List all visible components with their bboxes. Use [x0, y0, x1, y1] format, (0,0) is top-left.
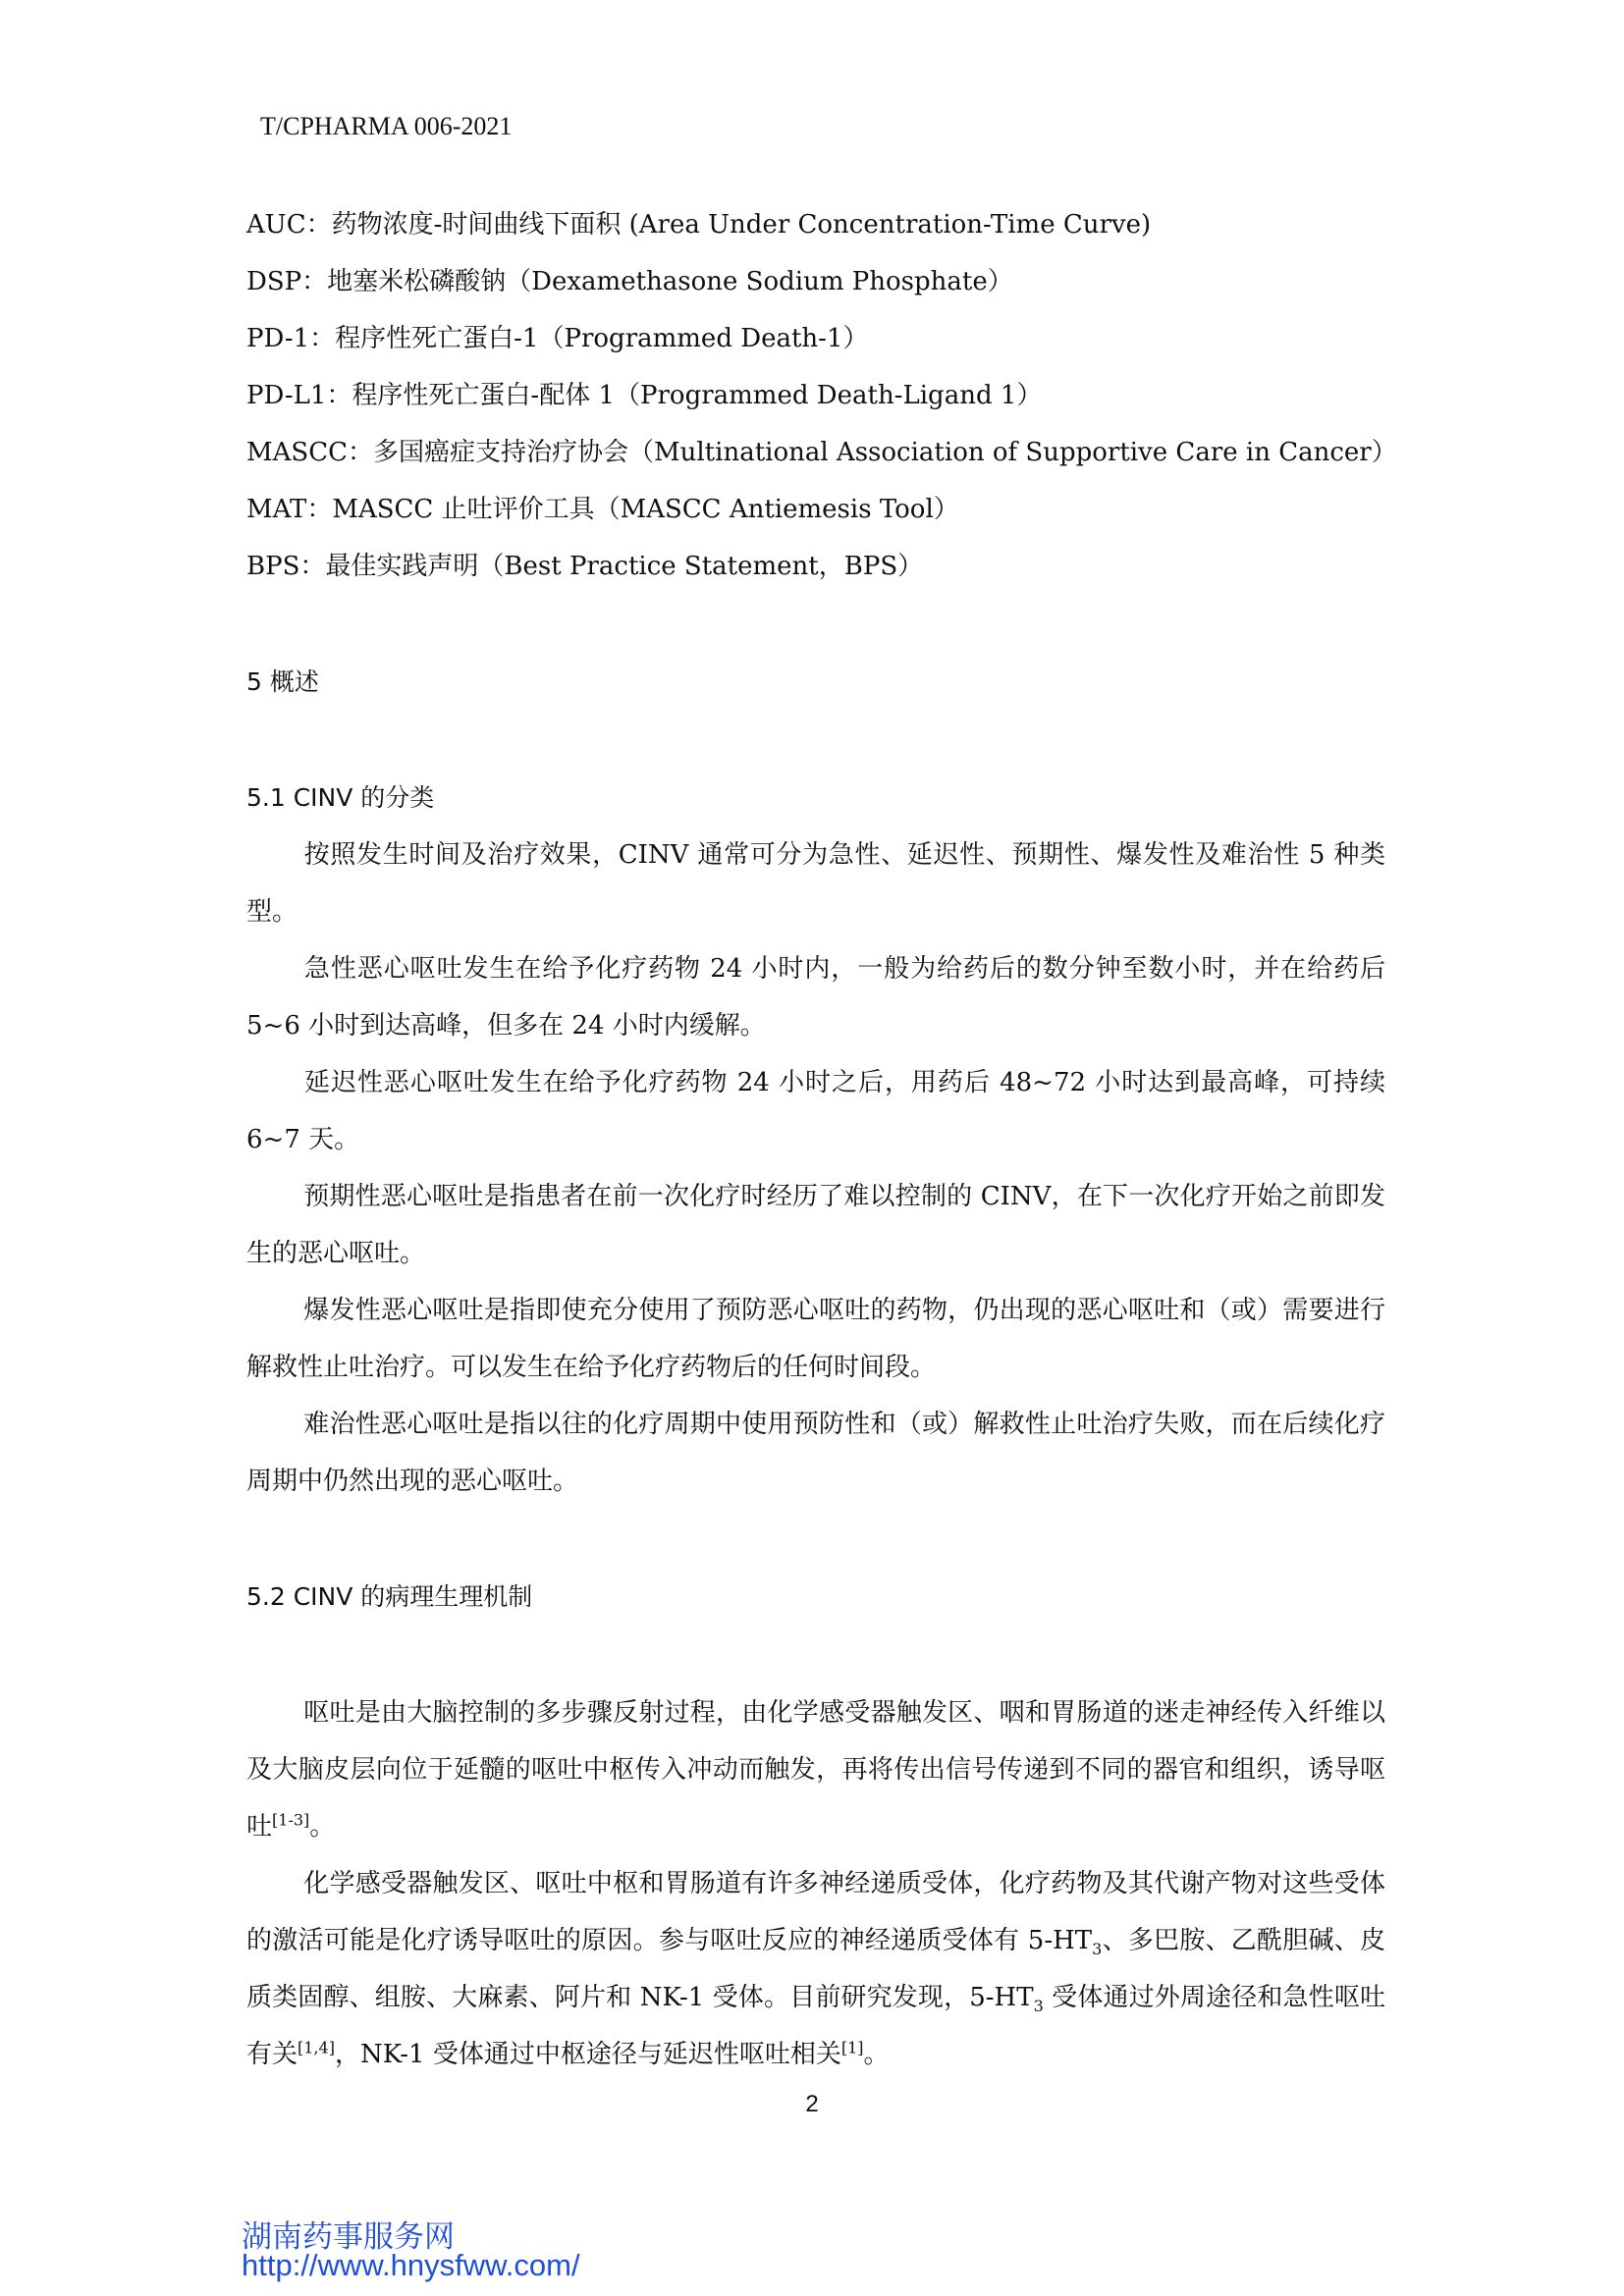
abbreviation-dsp: DSP：地塞米松磷酸钠（Dexamethasone Sodium Phosphate）: [246, 267, 1013, 296]
paragraph-breakthrough: 爆发性恶心呕吐是指即使充分使用了预防恶心呕吐的药物，仍出现的恶心呕吐和（或）需要进行解救性止吐治疗。可以发生在给予化疗药物后的任何时间段。: [246, 1296, 1385, 1382]
abbreviation-auc: AUC：药物浓度-时间曲线下面积 (Area Under Concentration-Time Curve): [246, 210, 1152, 240]
paragraph-refractory: 难治性恶心呕吐是指以往的化疗周期中使用预防性和（或）解救性止吐治疗失败，而在后续化疗周期中仍然出现的恶心呕吐。: [246, 1410, 1385, 1496]
section-5-title: 5 概述: [246, 667, 319, 696]
paragraph-vomiting-reflex: 呕吐是由大脑控制的多步骤反射过程，由化学感受器触发区、咽和胃肠道的迷走神经传入纤维以及大脑皮层向位于延髓的呕吐中枢传入冲动而触发，再将传出信号传递到不同的器官和组织，诱导呕吐[1-3]。: [246, 1698, 1385, 1842]
abbreviation-pd1: PD-1：程序性死亡蛋白-1（Programmed Death-1）: [246, 324, 869, 353]
subscript-3: 3: [1033, 1997, 1044, 2016]
subscript-3: 3: [1092, 1940, 1103, 1959]
watermark-site-name: 湖南药事服务网: [242, 2219, 455, 2255]
paragraph-receptors: 化学感受器触发区、呕吐中枢和胃肠道有许多神经递质受体，化疗药物及其代谢产物对这些受体的激活可能是化疗诱导呕吐的原因。参与呕吐反应的神经递质受体有 $5-HT_3$、多巴胺、乙酰胆碱、皮质类固醇、组胺、大麻素、阿片和 NK-1 受体。目前研究发现，$5-HT_3$ 受体通过外周途径和急性呕吐有关[1,4]，NK-1 受体通过中枢途径与延迟性呕吐相关[1]。: [246, 1869, 1386, 2069]
section-5-2-title: 5.2 CINV 的病理生理机制: [246, 1582, 533, 1611]
paragraph-delayed: 延迟性恶心呕吐发生在给予化疗药物 24 小时之后，用药后 48~72 小时达到最高峰，可持续 6~7 天。: [246, 1068, 1385, 1154]
citation-ref: [1,4]: [298, 2038, 335, 2057]
abbreviation-bps: BPS：最佳实践声明（Best Practice Statement，BPS）: [246, 552, 924, 581]
abbreviation-pdl1: PD-L1：程序性死亡蛋白-配体 1（Programmed Death-Ligand 1）: [246, 381, 1043, 410]
page-number: 2: [805, 2091, 819, 2117]
citation-ref: [1-3]: [272, 1810, 310, 1830]
citation-ref: [1]: [840, 2038, 864, 2057]
document-code: T/CPHARMA 006-2021: [260, 112, 513, 140]
abbreviation-mascc: MASCC：多国癌症支持治疗协会（Multinational Association of Supportive Care in Cancer）: [246, 438, 1397, 467]
paragraph-classification: 按照发生时间及治疗效果，CINV 通常可分为急性、延迟性、预期性、爆发性及难治性 5 种类型。: [246, 840, 1385, 927]
watermark-url-link[interactable]: http://www.hnysfww.com/: [242, 2248, 580, 2282]
section-5-1-title: 5.1 CINV 的分类: [246, 783, 435, 812]
paragraph-anticipatory: 预期性恶心呕吐是指患者在前一次化疗时经历了难以控制的 CINV，在下一次化疗开始之前即发生的恶心呕吐。: [246, 1182, 1385, 1268]
abbreviation-mat: MAT：MASCC 止吐评价工具（MASCC Antiemesis Tool）: [246, 495, 959, 524]
paragraph-acute: 急性恶心呕吐发生在给予化疗药物 24 小时内，一般为给药后的数分钟至数小时，并在给药后 5~6 小时到达高峰，但多在 24 小时内缓解。: [246, 954, 1385, 1041]
